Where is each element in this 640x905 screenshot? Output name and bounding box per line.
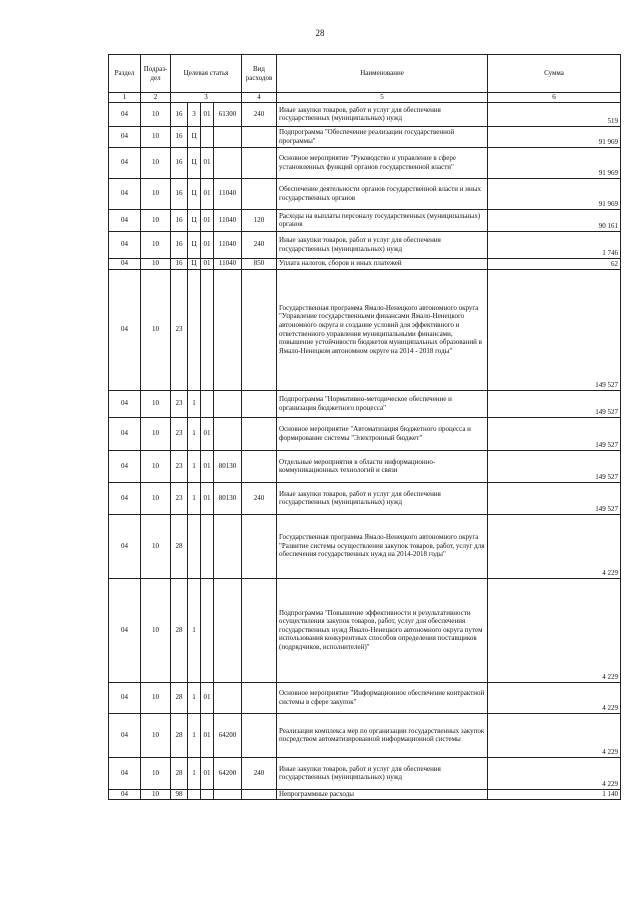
sum-cell: 90 161 xyxy=(488,209,621,231)
program-code-cell: 23 xyxy=(171,417,188,450)
activity-code-cell xyxy=(201,789,214,799)
podrazdel-cell: 10 xyxy=(141,450,171,482)
podrazdel-cell: 10 xyxy=(141,126,171,147)
header-podrazdel: Подраз-дел xyxy=(141,55,171,93)
subprogram-code-cell: Ц xyxy=(188,258,201,269)
header-num-3: 3 xyxy=(171,93,242,103)
program-code-cell: 16 xyxy=(171,102,188,126)
activity-code-cell: 01 xyxy=(201,178,214,209)
header-razdel: Раздел xyxy=(109,55,141,93)
subprogram-code-cell: 1 xyxy=(188,682,201,713)
expense-type-cell xyxy=(242,514,277,578)
razdel-cell: 04 xyxy=(109,757,141,789)
podrazdel-cell: 10 xyxy=(141,147,171,178)
subprogram-code-cell: 1 xyxy=(188,713,201,757)
table-row xyxy=(109,713,621,757)
direction-code-cell xyxy=(214,126,242,147)
razdel-cell: 04 xyxy=(109,482,141,514)
podrazdel-cell: 10 xyxy=(141,390,171,417)
subprogram-code-cell: Ц xyxy=(188,126,201,147)
direction-code-cell xyxy=(214,682,242,713)
subprogram-code-cell: Ц xyxy=(188,147,201,178)
expense-type-cell: 240 xyxy=(242,102,277,126)
activity-code-cell: 01 xyxy=(201,209,214,231)
direction-code-cell: 80130 xyxy=(214,450,242,482)
name-cell: Расходы на выплаты персоналу государственных (муниципальных) органов xyxy=(277,209,488,231)
direction-code-cell: 64200 xyxy=(214,757,242,789)
expense-type-cell: 850 xyxy=(242,258,277,269)
activity-code-cell xyxy=(201,390,214,417)
name-cell: Непрограммные расходы xyxy=(277,789,488,799)
sum-cell: 4 229 xyxy=(488,578,621,682)
subprogram-code-cell: Ц xyxy=(188,178,201,209)
podrazdel-cell: 10 xyxy=(141,209,171,231)
expense-type-cell xyxy=(242,713,277,757)
activity-code-cell: 01 xyxy=(201,757,214,789)
subprogram-code-cell: 1 xyxy=(188,757,201,789)
name-cell: Обеспечение деятельности органов государственной власти и иных государственных органов xyxy=(277,178,488,209)
subprogram-code-cell xyxy=(188,789,201,799)
header-num-1: 1 xyxy=(109,93,141,103)
subprogram-code-cell xyxy=(188,514,201,578)
page-number: 28 xyxy=(315,28,325,38)
expense-type-cell xyxy=(242,126,277,147)
header-sum: Сумма xyxy=(488,55,621,93)
sum-cell: 4 229 xyxy=(488,682,621,713)
name-cell: Основное мероприятие "Информационное обеспечение контрактной системы в сфере закупок" xyxy=(277,682,488,713)
program-code-cell: 28 xyxy=(171,757,188,789)
name-cell: Государственная программа Ямало-Ненецкого автономного округа "Управление государственными финансами Ямало-Ненецкого автономного округа и создание условий для эффективного и ответственного управления муниципальными финансами, повышение устойчивости бюджетов муниципальных образований в Ямало-Ненецком автономном округе на 2014 - 2018 годы" xyxy=(277,269,488,390)
activity-code-cell xyxy=(201,126,214,147)
name-cell: Иные закупки товаров, работ и услуг для обеспечения государственных (муниципальных) нужд xyxy=(277,757,488,789)
activity-code-cell xyxy=(201,514,214,578)
direction-code-cell xyxy=(214,147,242,178)
sum-cell: 91 969 xyxy=(488,126,621,147)
table-row xyxy=(109,482,621,514)
header-target-article: Целевая статья xyxy=(171,55,242,93)
expense-type-cell: 120 xyxy=(242,209,277,231)
subprogram-code-cell: 3 xyxy=(188,102,201,126)
direction-code-cell: 11040 xyxy=(214,231,242,258)
program-code-cell: 28 xyxy=(171,713,188,757)
name-cell: Иные закупки товаров, работ и услуг для обеспечения государственных (муниципальных) нужд xyxy=(277,231,488,258)
sum-cell: 4 229 xyxy=(488,757,621,789)
subprogram-code-cell xyxy=(188,269,201,390)
direction-code-cell: 80130 xyxy=(214,482,242,514)
razdel-cell: 04 xyxy=(109,713,141,757)
table-row xyxy=(109,682,621,713)
activity-code-cell: 01 xyxy=(201,231,214,258)
direction-code-cell xyxy=(214,269,242,390)
razdel-cell: 04 xyxy=(109,514,141,578)
podrazdel-cell: 10 xyxy=(141,269,171,390)
expense-type-cell: 240 xyxy=(242,482,277,514)
subprogram-code-cell: 1 xyxy=(188,450,201,482)
name-cell: Подпрограмма "Повышение эффективности и результативности осуществления закупок товаров, работ, услуг для обеспечения государственных нужд Ямало-Ненецкого автономного округа путем использования конкурентных способов определения поставщиков (подрядчиков, исполнителей)" xyxy=(277,578,488,682)
razdel-cell: 04 xyxy=(109,231,141,258)
expense-type-cell xyxy=(242,269,277,390)
razdel-cell: 04 xyxy=(109,450,141,482)
program-code-cell: 16 xyxy=(171,258,188,269)
table-row xyxy=(109,258,621,269)
expense-type-cell xyxy=(242,390,277,417)
razdel-cell: 04 xyxy=(109,417,141,450)
program-code-cell: 28 xyxy=(171,514,188,578)
program-code-cell: 16 xyxy=(171,178,188,209)
sum-cell: 149 527 xyxy=(488,482,621,514)
activity-code-cell: 01 xyxy=(201,482,214,514)
expense-type-cell xyxy=(242,682,277,713)
razdel-cell: 04 xyxy=(109,789,141,799)
direction-code-cell xyxy=(214,514,242,578)
expense-type-cell xyxy=(242,578,277,682)
header-num-2: 2 xyxy=(141,93,171,103)
subprogram-code-cell: 1 xyxy=(188,482,201,514)
podrazdel-cell: 10 xyxy=(141,514,171,578)
direction-code-cell xyxy=(214,578,242,682)
razdel-cell: 04 xyxy=(109,126,141,147)
subprogram-code-cell: 1 xyxy=(188,390,201,417)
razdel-cell: 04 xyxy=(109,578,141,682)
expense-type-cell xyxy=(242,450,277,482)
podrazdel-cell: 10 xyxy=(141,102,171,126)
activity-code-cell: 01 xyxy=(201,417,214,450)
podrazdel-cell: 10 xyxy=(141,789,171,799)
table-row xyxy=(109,789,621,799)
table-row xyxy=(109,269,621,390)
subprogram-code-cell: Ц xyxy=(188,231,201,258)
expense-type-cell xyxy=(242,178,277,209)
program-code-cell: 23 xyxy=(171,390,188,417)
activity-code-cell xyxy=(201,269,214,390)
podrazdel-cell: 10 xyxy=(141,578,171,682)
header-num-4: 4 xyxy=(242,93,277,103)
program-code-cell: 23 xyxy=(171,482,188,514)
activity-code-cell: 01 xyxy=(201,102,214,126)
table-row xyxy=(109,390,621,417)
name-cell: Иные закупки товаров, работ и услуг для обеспечения государственных (муниципальных) нужд xyxy=(277,482,488,514)
expense-type-cell xyxy=(242,789,277,799)
table-row xyxy=(109,209,621,231)
podrazdel-cell: 10 xyxy=(141,713,171,757)
header-name: Наименование xyxy=(277,55,488,93)
table-row xyxy=(109,757,621,789)
sum-cell: 1 746 xyxy=(488,231,621,258)
table-row xyxy=(109,102,621,126)
subprogram-code-cell: 1 xyxy=(188,578,201,682)
table-row xyxy=(109,514,621,578)
sum-cell: 4 229 xyxy=(488,514,621,578)
name-cell: Основное мероприятие "Руководство и управление в сфере установленных функций органов государственной власти" xyxy=(277,147,488,178)
program-code-cell: 16 xyxy=(171,147,188,178)
sum-cell: 91 969 xyxy=(488,178,621,209)
direction-code-cell: 11040 xyxy=(214,209,242,231)
table-row xyxy=(109,147,621,178)
razdel-cell: 04 xyxy=(109,682,141,713)
direction-code-cell xyxy=(214,789,242,799)
podrazdel-cell: 10 xyxy=(141,258,171,269)
table-body xyxy=(109,102,621,799)
sum-cell: 4 229 xyxy=(488,713,621,757)
razdel-cell: 04 xyxy=(109,258,141,269)
podrazdel-cell: 10 xyxy=(141,231,171,258)
name-cell: Подпрограмма "Нормативно-методическое обеспечение и организация бюджетного процесса" xyxy=(277,390,488,417)
table-row xyxy=(109,450,621,482)
table-row xyxy=(109,231,621,258)
header-num-6: 6 xyxy=(488,93,621,103)
activity-code-cell xyxy=(201,578,214,682)
table-row xyxy=(109,126,621,147)
program-code-cell: 23 xyxy=(171,269,188,390)
name-cell: Основное мероприятие "Автоматизация бюджетного процесса и формирование системы "Электронный бюджет" xyxy=(277,417,488,450)
expense-type-cell xyxy=(242,417,277,450)
program-code-cell: 16 xyxy=(171,231,188,258)
table-row xyxy=(109,178,621,209)
name-cell: Подпрограмма "Обеспечение реализации государственной программы" xyxy=(277,126,488,147)
direction-code-cell: 11040 xyxy=(214,258,242,269)
subprogram-code-cell: 1 xyxy=(188,417,201,450)
name-cell: Уплата налогов, сборов и иных платежей xyxy=(277,258,488,269)
table-row xyxy=(109,578,621,682)
program-code-cell: 16 xyxy=(171,126,188,147)
activity-code-cell: 01 xyxy=(201,682,214,713)
budget-table xyxy=(108,54,621,800)
sum-cell: 1 140 xyxy=(488,789,621,799)
razdel-cell: 04 xyxy=(109,178,141,209)
podrazdel-cell: 10 xyxy=(141,682,171,713)
podrazdel-cell: 10 xyxy=(141,417,171,450)
program-code-cell: 28 xyxy=(171,682,188,713)
razdel-cell: 04 xyxy=(109,390,141,417)
program-code-cell: 16 xyxy=(171,209,188,231)
direction-code-cell: 64200 xyxy=(214,713,242,757)
activity-code-cell: 01 xyxy=(201,450,214,482)
podrazdel-cell: 10 xyxy=(141,178,171,209)
header-num-5: 5 xyxy=(277,93,488,103)
name-cell: Отдельные мероприятия в области информационно-коммуникационных технологий и связи xyxy=(277,450,488,482)
razdel-cell: 04 xyxy=(109,209,141,231)
expense-type-cell: 240 xyxy=(242,231,277,258)
name-cell: Государственная программа Ямало-Ненецкого автономного округа "Развитие системы осуществления закупок товаров, работ, услуг для обеспечения государственных нужд на 2014-2018 годы" xyxy=(277,514,488,578)
expense-type-cell: 240 xyxy=(242,757,277,789)
podrazdel-cell: 10 xyxy=(141,757,171,789)
direction-code-cell xyxy=(214,417,242,450)
expense-type-cell xyxy=(242,147,277,178)
razdel-cell: 04 xyxy=(109,269,141,390)
sum-cell: 62 xyxy=(488,258,621,269)
sum-cell: 149 527 xyxy=(488,390,621,417)
direction-code-cell xyxy=(214,390,242,417)
activity-code-cell: 01 xyxy=(201,258,214,269)
direction-code-cell: 11040 xyxy=(214,178,242,209)
podrazdel-cell: 10 xyxy=(141,482,171,514)
name-cell: Реализация комплекса мер по организации государственных закупок посредством автоматизированной информационной системы xyxy=(277,713,488,757)
sum-cell: 149 527 xyxy=(488,269,621,390)
sum-cell: 91 969 xyxy=(488,147,621,178)
program-code-cell: 28 xyxy=(171,578,188,682)
table-row xyxy=(109,417,621,450)
activity-code-cell: 01 xyxy=(201,147,214,178)
sum-cell: 149 527 xyxy=(488,417,621,450)
direction-code-cell: 61300 xyxy=(214,102,242,126)
subprogram-code-cell: Ц xyxy=(188,209,201,231)
program-code-cell: 98 xyxy=(171,789,188,799)
razdel-cell: 04 xyxy=(109,102,141,126)
sum-cell: 149 527 xyxy=(488,450,621,482)
sum-cell: 519 xyxy=(488,102,621,126)
header-expense-type: Вид расходов xyxy=(242,55,277,93)
program-code-cell: 23 xyxy=(171,450,188,482)
razdel-cell: 04 xyxy=(109,147,141,178)
activity-code-cell: 01 xyxy=(201,713,214,757)
name-cell: Иные закупки товаров, работ и услуг для обеспечения государственных (муниципальных) нужд xyxy=(277,102,488,126)
